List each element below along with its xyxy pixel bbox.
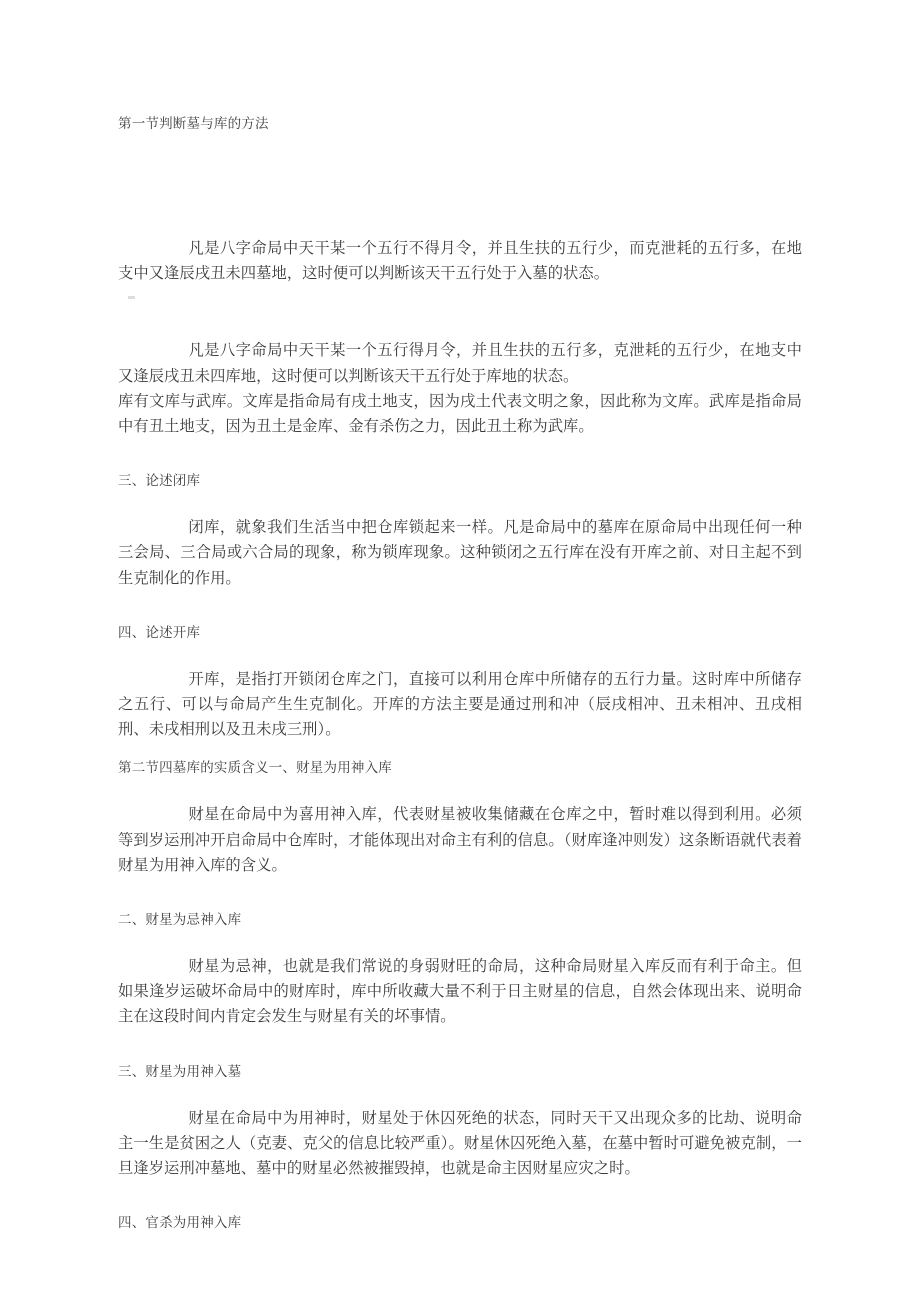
spacer-after-section-one-title: [118, 136, 802, 236]
spacer-after-section-two-title: [118, 780, 802, 802]
document-body: [118, 0, 802, 1235]
paragraph-wealth-star-favorable-into-storehouse: 财星在命局中为喜用神入库，代表财星被收集储藏在仓库之中，暂时难以得到利用。必须等到岁运刑冲开启命局中仓库时，才能体现出对命主有利的信息。（财库逢冲则发）这条断语就代表着财星为用神入库的含义。: [118, 805, 802, 874]
paragraph-wealth-star-favorable-into-tomb: 财星在命局中为用神时，财星处于休囚死绝的状态，同时天干又出现众多的比劫、说明命主一生是贫困之人（克妻、克父的信息比较严重）。财星休囚死绝入墓，在墓中暂时可避免被克制，一旦逢岁运刑冲墓地、墓中的财星必然被摧毁掉，也就是命主因财星应灾之时。: [118, 1108, 802, 1178]
spacer-after-heading-two-taboo: [118, 932, 802, 954]
spacer-before-heading-two-taboo: [118, 878, 802, 908]
paragraph-open-storehouse: 开库，是指打开锁闭仓库之门，直接可以利用仓库中所储存的五行力量。这时库中所储存之五行、可以与命局产生生克制化。开库的方法主要是通过刑和冲（辰戌相冲、丑未相冲、丑戌相刑、未戌相刑以及丑未戌三刑）。: [118, 669, 802, 739]
heading-four-officer-killing-into-storehouse: 四、官杀为用神入库: [118, 1215, 242, 1232]
heading-four-open-storehouse: 四、论述开库: [118, 624, 201, 641]
spacer-after-heading-three-tomb: [118, 1084, 802, 1106]
section-one-title: 第一节判断墓与库的方法: [118, 116, 269, 132]
heading-two-wealth-star-taboo-into-storehouse: 二、财星为忌神入库: [118, 912, 242, 929]
spacer-before-heading-four-officer: [118, 1181, 802, 1211]
heading-three-closed-storehouse: 三、论述闭库: [118, 473, 201, 490]
spacer-before-heading-three-tomb: [118, 1030, 802, 1060]
spacer-before-heading-four: [118, 591, 802, 621]
spacer-before-section-two: [118, 742, 802, 756]
paragraph-closed-storehouse: 闭库，就象我们生活当中把仓库锁起来一样。凡是命局中的墓库在原命局中出现任何一种三会局、三合局或六合局的现象，称为锁库现象。这种锁闭之五行库在没有开库之前、对日主起不到生克制化的作用。: [118, 518, 802, 587]
heading-three-wealth-star-favorable-into-tomb: 三、财星为用神入墓: [118, 1063, 242, 1080]
paragraph-civil-and-martial-storehouse: 库有文库与武库。文库是指命局有戌土地支，因为戌土代表文明之象，因此称为文库。武库是指命局中有丑土地支，因为丑土是金库、金有杀伤之力，因此丑土称为武库。: [118, 391, 802, 436]
spacer-after-heading-three: [118, 493, 802, 515]
paragraph-storehouse-state: 凡是八字命局中天干某一个五行得月令，并且生扶的五行多，克泄耗的五行少，在地支中又逢辰戌丑未四库地，这时便可以判断该天干五行处于库地的状态。: [118, 341, 802, 385]
top-margin-spacer: [118, 0, 802, 112]
spacer-after-heading-four: [118, 645, 802, 667]
spacer-before-heading-three: [118, 439, 802, 469]
paragraph-wealth-star-taboo-into-storehouse: 财星为忌神，也就是我们常说的身弱财旺的命局，这种命局财星入库反而有利于命主。但如果逢岁运破坏命局中的财库时，库中所收藏大量不利于日主财星的信息，自然会体现出来、说明命主在这段时间内肯定会发生与财星有关的坏事情。: [118, 957, 802, 1026]
section-two-title: 第二节四墓库的实质含义一、财星为用神入库: [118, 760, 392, 777]
spacer-after-tomb-paragraph: [118, 286, 802, 338]
paragraph-entering-tomb-state: 凡是八字命局中天干某一个五行不得月令，并且生扶的五行少，而克泄耗的五行多，在地支中又逢辰戌丑未四墓地，这时便可以判断该天干五行处于入墓的状态。: [118, 239, 802, 283]
